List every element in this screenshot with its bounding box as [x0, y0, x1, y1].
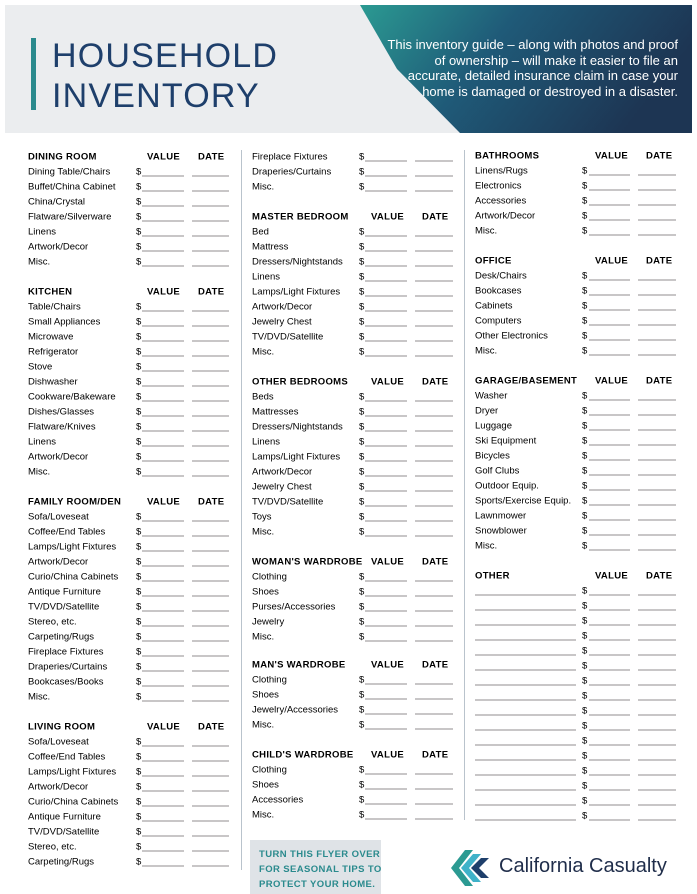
currency-symbol: $	[582, 225, 588, 237]
currency-symbol: $	[136, 556, 142, 568]
item-label: Stove	[28, 361, 53, 373]
value-column-header: VALUE	[371, 749, 404, 761]
currency-symbol: $	[136, 631, 142, 643]
item-label: Small Appliances	[28, 316, 101, 328]
date-column-header: DATE	[198, 721, 225, 733]
flyer-note: TURN THIS FLYER OVER FOR SEASONAL TIPS TO PROTECT YOUR HOME.	[259, 849, 382, 890]
currency-symbol: $	[136, 661, 142, 673]
item-label: Fireplace Fixtures	[28, 646, 104, 658]
intro-text: This inventory guide – along with photos and proof of ownership – will make it easier to file an accurate, detailed insurance claim in case your home is damaged or destroyed in a disaster.	[387, 37, 678, 99]
currency-symbol: $	[136, 241, 142, 253]
currency-symbol: $	[359, 331, 365, 343]
date-column-header: DATE	[646, 150, 673, 162]
currency-symbol: $	[359, 719, 365, 731]
currency-symbol: $	[582, 795, 588, 807]
currency-symbol: $	[136, 466, 142, 478]
item-label: Artwork/Decor	[475, 210, 536, 222]
currency-symbol: $	[359, 451, 365, 463]
currency-symbol: $	[136, 781, 142, 793]
item-label: Toys	[252, 511, 272, 523]
item-label: Dressers/Nightstands	[252, 256, 343, 268]
currency-symbol: $	[136, 571, 142, 583]
currency-symbol: $	[582, 765, 588, 777]
item-label: Mattress	[252, 241, 289, 253]
item-label: Flatware/Silverware	[28, 211, 112, 223]
currency-symbol: $	[136, 616, 142, 628]
currency-symbol: $	[582, 345, 588, 357]
currency-symbol: $	[136, 841, 142, 853]
currency-symbol: $	[359, 809, 365, 821]
date-column-header: DATE	[198, 286, 225, 298]
brand-logo	[447, 846, 687, 890]
currency-symbol: $	[136, 361, 142, 373]
item-label: Microwave	[28, 331, 74, 343]
currency-symbol: $	[359, 166, 365, 178]
section-title: DINING ROOM	[28, 151, 97, 163]
currency-symbol: $	[136, 826, 142, 838]
currency-symbol: $	[359, 571, 365, 583]
currency-symbol: $	[582, 465, 588, 477]
item-label: Jewelry Chest	[252, 316, 312, 328]
currency-symbol: $	[359, 526, 365, 538]
item-label: Flatware/Knives	[28, 421, 96, 433]
section-title: BATHROOMS	[475, 150, 540, 162]
currency-symbol: $	[136, 301, 142, 313]
item-label: Coffee/End Tables	[28, 751, 106, 763]
value-column-header: VALUE	[595, 570, 628, 582]
currency-symbol: $	[582, 750, 588, 762]
item-label: Misc.	[475, 345, 498, 357]
currency-symbol: $	[359, 779, 365, 791]
currency-symbol: $	[136, 376, 142, 388]
currency-symbol: $	[582, 525, 588, 537]
currency-symbol: $	[136, 316, 142, 328]
section-title: CHILD'S WARDROBE	[252, 749, 354, 761]
item-label: Artwork/Decor	[28, 781, 89, 793]
currency-symbol: $	[136, 391, 142, 403]
item-label: Misc.	[252, 631, 275, 643]
brand-name: California Casualty	[499, 855, 667, 877]
date-column-header: DATE	[646, 570, 673, 582]
item-label: Lamps/Light Fixtures	[252, 286, 341, 298]
item-label: Desk/Chairs	[475, 270, 527, 282]
value-column-header: VALUE	[147, 286, 180, 298]
item-label: Dining Table/Chairs	[28, 166, 111, 178]
item-label: Curio/China Cabinets	[28, 571, 119, 583]
item-label: TV/DVD/Satellite	[28, 826, 100, 838]
currency-symbol: $	[359, 286, 365, 298]
item-label: Clothing	[252, 674, 287, 686]
currency-symbol: $	[359, 586, 365, 598]
currency-symbol: $	[359, 616, 365, 628]
currency-symbol: $	[359, 241, 365, 253]
california-casualty-logo-icon	[447, 846, 495, 890]
item-label: Cookware/Bakeware	[28, 391, 116, 403]
section-title: WOMAN'S WARDROBE	[252, 556, 363, 568]
currency-symbol: $	[582, 600, 588, 612]
item-label: Carpeting/Rugs	[28, 631, 95, 643]
currency-symbol: $	[136, 226, 142, 238]
value-column-header: VALUE	[595, 375, 628, 387]
item-label: Artwork/Decor	[28, 451, 89, 463]
item-label: Jewelry/Accessories	[252, 704, 339, 716]
currency-symbol: $	[136, 646, 142, 658]
currency-symbol: $	[136, 421, 142, 433]
currency-symbol: $	[359, 271, 365, 283]
item-label: TV/DVD/Satellite	[252, 496, 324, 508]
item-label: Purses/Accessories	[252, 601, 336, 613]
currency-symbol: $	[582, 735, 588, 747]
item-label: Misc.	[28, 691, 51, 703]
currency-symbol: $	[582, 645, 588, 657]
item-label: Misc.	[28, 466, 51, 478]
item-label: Artwork/Decor	[252, 301, 313, 313]
currency-symbol: $	[136, 256, 142, 268]
currency-symbol: $	[136, 436, 142, 448]
currency-symbol: $	[136, 601, 142, 613]
item-label: Linens	[28, 436, 56, 448]
item-label: Jewelry Chest	[252, 481, 312, 493]
item-label: Cabinets	[475, 300, 513, 312]
item-label: Dryer	[475, 405, 499, 417]
item-label: Other Electronics	[475, 330, 548, 342]
currency-symbol: $	[359, 674, 365, 686]
currency-symbol: $	[582, 450, 588, 462]
currency-symbol: $	[582, 660, 588, 672]
flyer-note-box	[250, 840, 381, 894]
item-label: Washer	[475, 390, 508, 402]
currency-symbol: $	[136, 586, 142, 598]
item-label: Bookcases/Books	[28, 676, 104, 688]
value-column-header: VALUE	[147, 496, 180, 508]
currency-symbol: $	[359, 316, 365, 328]
date-column-header: DATE	[198, 496, 225, 508]
currency-symbol: $	[359, 704, 365, 716]
currency-symbol: $	[582, 615, 588, 627]
currency-symbol: $	[582, 510, 588, 522]
currency-symbol: $	[359, 421, 365, 433]
item-label: Dishwasher	[28, 376, 78, 388]
currency-symbol: $	[359, 466, 365, 478]
date-column-header: DATE	[422, 556, 449, 568]
currency-symbol: $	[359, 496, 365, 508]
currency-symbol: $	[136, 196, 142, 208]
item-label: Outdoor Equip.	[475, 480, 539, 492]
currency-symbol: $	[136, 766, 142, 778]
item-label: Draperies/Curtains	[252, 166, 332, 178]
currency-symbol: $	[136, 511, 142, 523]
item-label: Table/Chairs	[28, 301, 81, 313]
item-label: Lamps/Light Fixtures	[28, 541, 117, 553]
item-label: Clothing	[252, 764, 287, 776]
item-label: TV/DVD/Satellite	[28, 601, 100, 613]
column-divider	[464, 150, 465, 820]
currency-symbol: $	[359, 511, 365, 523]
currency-symbol: $	[582, 315, 588, 327]
item-label: China/Crystal	[28, 196, 86, 208]
date-column-header: DATE	[646, 375, 673, 387]
section-title: OFFICE	[475, 255, 512, 267]
date-column-header: DATE	[646, 255, 673, 267]
item-label: Antique Furniture	[28, 586, 101, 598]
item-label: Misc.	[252, 181, 275, 193]
currency-symbol: $	[136, 346, 142, 358]
item-label: Accessories	[252, 794, 304, 806]
currency-symbol: $	[359, 794, 365, 806]
currency-symbol: $	[359, 689, 365, 701]
currency-symbol: $	[359, 631, 365, 643]
item-label: Lamps/Light Fixtures	[252, 451, 341, 463]
currency-symbol: $	[136, 451, 142, 463]
item-label: Linens	[252, 271, 280, 283]
item-label: Stereo, etc.	[28, 841, 77, 853]
currency-symbol: $	[359, 764, 365, 776]
currency-symbol: $	[582, 405, 588, 417]
item-label: Luggage	[475, 420, 512, 432]
currency-symbol: $	[582, 705, 588, 717]
currency-symbol: $	[582, 780, 588, 792]
value-column-header: VALUE	[371, 556, 404, 568]
item-label: Draperies/Curtains	[28, 661, 108, 673]
item-label: Clothing	[252, 571, 287, 583]
item-label: Sofa/Loveseat	[28, 736, 89, 748]
currency-symbol: $	[582, 165, 588, 177]
currency-symbol: $	[136, 691, 142, 703]
value-column-header: VALUE	[371, 376, 404, 388]
item-label: Linens	[28, 226, 56, 238]
currency-symbol: $	[136, 856, 142, 868]
title-line-1: HOUSEHOLD	[52, 37, 279, 75]
currency-symbol: $	[359, 346, 365, 358]
date-column-header: DATE	[422, 376, 449, 388]
value-column-header: VALUE	[595, 255, 628, 267]
item-label: Stereo, etc.	[28, 616, 77, 628]
section-title: OTHER	[475, 570, 510, 582]
currency-symbol: $	[136, 166, 142, 178]
currency-symbol: $	[136, 811, 142, 823]
currency-symbol: $	[136, 541, 142, 553]
currency-symbol: $	[136, 796, 142, 808]
item-label: Antique Furniture	[28, 811, 101, 823]
item-label: Fireplace Fixtures	[252, 151, 328, 163]
item-label: Accessories	[475, 195, 527, 207]
currency-symbol: $	[582, 480, 588, 492]
currency-symbol: $	[359, 406, 365, 418]
item-label: Misc.	[252, 809, 275, 821]
item-label: Bed	[252, 226, 269, 238]
item-label: Linens/Rugs	[475, 165, 528, 177]
item-label: Shoes	[252, 779, 279, 791]
item-label: Artwork/Decor	[252, 466, 313, 478]
currency-symbol: $	[359, 481, 365, 493]
item-label: Misc.	[252, 346, 275, 358]
currency-symbol: $	[582, 585, 588, 597]
item-label: Buffet/China Cabinet	[28, 181, 116, 193]
item-label: Misc.	[475, 540, 498, 552]
item-label: Coffee/End Tables	[28, 526, 106, 538]
item-label: Dressers/Nightstands	[252, 421, 343, 433]
currency-symbol: $	[582, 210, 588, 222]
item-label: Jewelry	[252, 616, 285, 628]
currency-symbol: $	[359, 151, 365, 163]
section-title: MASTER BEDROOM	[252, 211, 349, 223]
section-title: OTHER BEDROOMS	[252, 376, 349, 388]
date-column-header: DATE	[422, 211, 449, 223]
item-label: Bookcases	[475, 285, 522, 297]
item-label: Misc.	[28, 256, 51, 268]
item-label: Lawnmower	[475, 510, 527, 522]
item-label: Ski Equipment	[475, 435, 537, 447]
currency-symbol: $	[136, 736, 142, 748]
section-title: LIVING ROOM	[28, 721, 96, 733]
item-label: Linens	[252, 436, 280, 448]
item-label: Curio/China Cabinets	[28, 796, 119, 808]
item-label: Misc.	[252, 719, 275, 731]
currency-symbol: $	[582, 690, 588, 702]
currency-symbol: $	[136, 406, 142, 418]
currency-symbol: $	[359, 391, 365, 403]
currency-symbol: $	[359, 256, 365, 268]
currency-symbol: $	[359, 226, 365, 238]
currency-symbol: $	[582, 330, 588, 342]
currency-symbol: $	[582, 495, 588, 507]
currency-symbol: $	[136, 181, 142, 193]
currency-symbol: $	[136, 331, 142, 343]
item-label: Snowblower	[475, 525, 527, 537]
column-divider	[241, 150, 242, 870]
section-title: KITCHEN	[28, 286, 73, 298]
section-title: GARAGE/BASEMENT	[475, 375, 578, 387]
item-label: Sofa/Loveseat	[28, 511, 89, 523]
section-title: FAMILY ROOM/DEN	[28, 496, 122, 508]
item-label: Dishes/Glasses	[28, 406, 94, 418]
currency-symbol: $	[359, 601, 365, 613]
date-column-header: DATE	[198, 151, 225, 163]
date-column-header: DATE	[422, 659, 449, 671]
item-label: Artwork/Decor	[28, 556, 89, 568]
section-title: MAN'S WARDROBE	[252, 659, 346, 671]
item-label: Bicycles	[475, 450, 510, 462]
item-label: Artwork/Decor	[28, 241, 89, 253]
currency-symbol: $	[582, 540, 588, 552]
currency-symbol: $	[136, 211, 142, 223]
currency-symbol: $	[582, 285, 588, 297]
currency-symbol: $	[359, 436, 365, 448]
currency-symbol: $	[582, 390, 588, 402]
item-label: Misc.	[252, 526, 275, 538]
value-column-header: VALUE	[147, 151, 180, 163]
currency-symbol: $	[582, 675, 588, 687]
currency-symbol: $	[582, 720, 588, 732]
value-column-header: VALUE	[595, 150, 628, 162]
value-column-header: VALUE	[371, 211, 404, 223]
currency-symbol: $	[582, 195, 588, 207]
currency-symbol: $	[582, 420, 588, 432]
item-label: Electronics	[475, 180, 522, 192]
value-column-header: VALUE	[147, 721, 180, 733]
currency-symbol: $	[136, 751, 142, 763]
item-label: Computers	[475, 315, 522, 327]
currency-symbol: $	[582, 435, 588, 447]
value-column-header: VALUE	[371, 659, 404, 671]
title-line-2: INVENTORY	[52, 77, 260, 115]
item-label: Golf Clubs	[475, 465, 520, 477]
currency-symbol: $	[582, 300, 588, 312]
currency-symbol: $	[136, 676, 142, 688]
currency-symbol: $	[359, 301, 365, 313]
date-column-header: DATE	[422, 749, 449, 761]
currency-symbol: $	[582, 810, 588, 822]
item-label: Refrigerator	[28, 346, 79, 358]
currency-symbol: $	[136, 526, 142, 538]
currency-symbol: $	[582, 630, 588, 642]
item-label: Shoes	[252, 586, 279, 598]
item-label: TV/DVD/Satellite	[252, 331, 324, 343]
item-label: Mattresses	[252, 406, 299, 418]
currency-symbol: $	[359, 181, 365, 193]
item-label: Misc.	[475, 225, 498, 237]
item-label: Sports/Exercise Equip.	[475, 495, 572, 507]
currency-symbol: $	[582, 270, 588, 282]
item-label: Beds	[252, 391, 274, 403]
item-label: Shoes	[252, 689, 279, 701]
currency-symbol: $	[582, 180, 588, 192]
item-label: Lamps/Light Fixtures	[28, 766, 117, 778]
item-label: Carpeting/Rugs	[28, 856, 95, 868]
